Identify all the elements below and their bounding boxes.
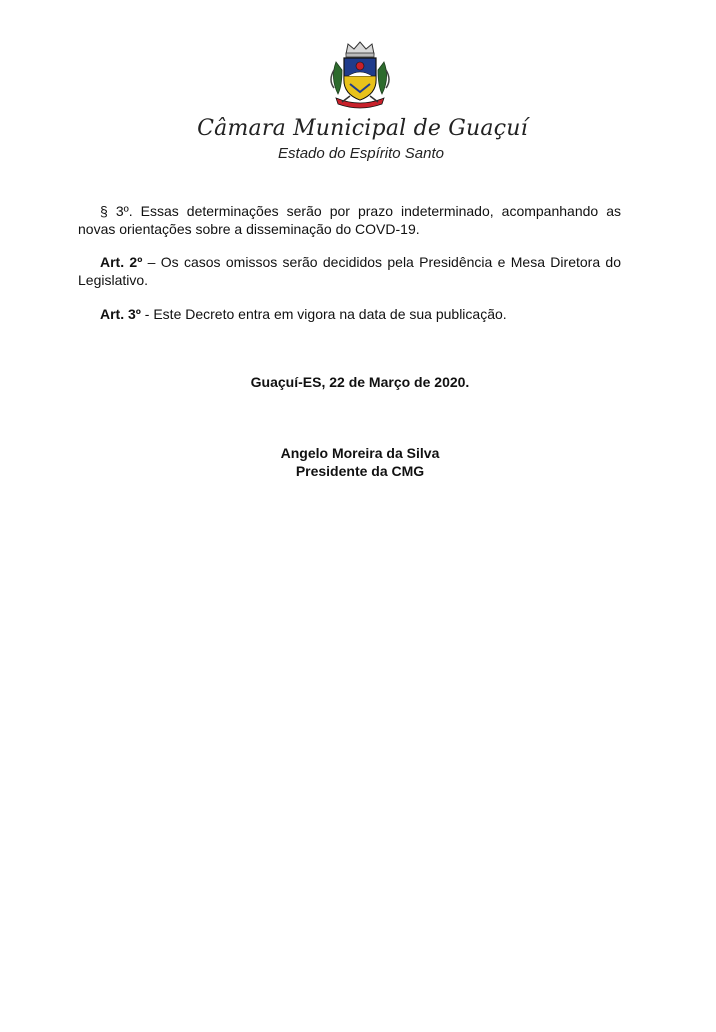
signer-name: Angelo Moreira da Silva	[280, 445, 440, 461]
date-line: Guaçuí-ES, 22 de Março de 2020.	[250, 374, 470, 390]
paragraph-section-3	[78, 202, 621, 238]
paragraph-text: § 3º. Essas determinações serão por prazo indeterminado, acompanhando as novas orientações sobre a disseminação do COVD-19.	[78, 203, 621, 237]
document-subtitle: Estado do Espírito Santo	[278, 145, 444, 162]
paragraph-text: - Este Decreto entra em vigora na data de sua publicação.	[140, 306, 507, 322]
document-title: Câmara Municipal de Guaçuí	[197, 116, 528, 141]
article-label: Art. 2º	[100, 254, 143, 270]
paragraph-article-3	[78, 305, 621, 323]
paragraph-text: – Os casos omissos serão decididos pela Presidência e Mesa Diretora do Legislativo.	[78, 254, 621, 288]
coat-of-arms-logo	[326, 40, 394, 110]
article-label: Art. 3º	[100, 306, 141, 322]
signer-role: Presidente da CMG	[295, 463, 425, 479]
paragraph-article-2	[78, 253, 621, 289]
